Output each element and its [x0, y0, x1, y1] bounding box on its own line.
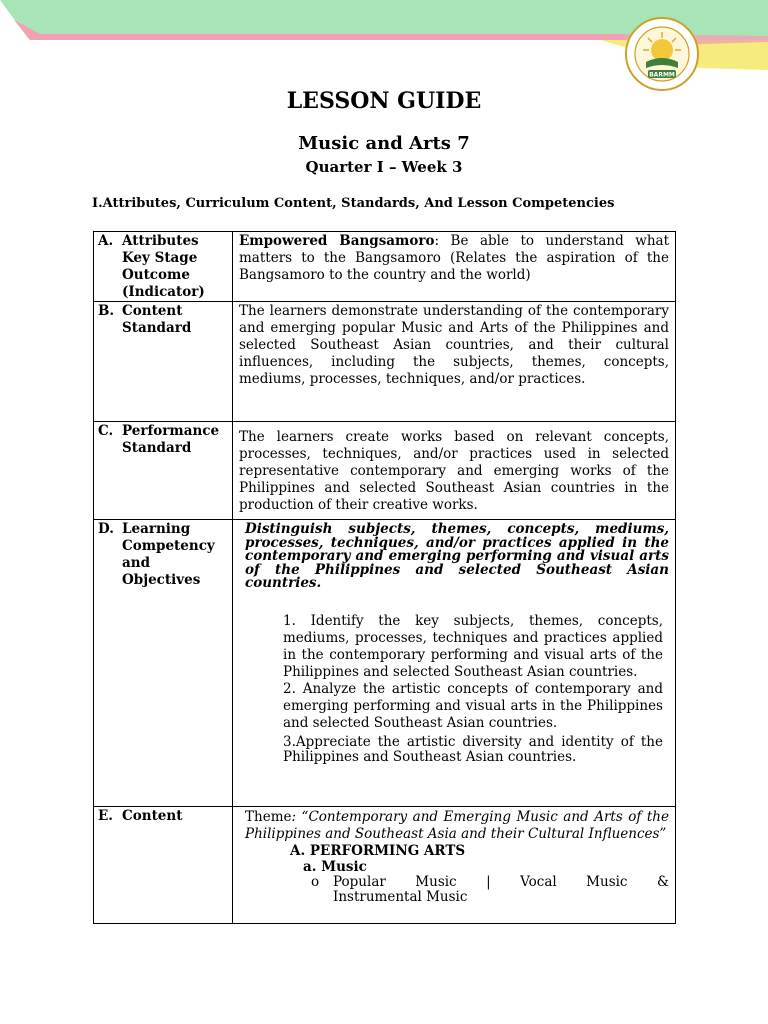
- lesson-guide-table: [93, 231, 676, 924]
- objective-item: [283, 735, 663, 765]
- list-item: [311, 875, 669, 905]
- objective-text: Analyze the artistic concepts of contemporary and emerging performing and visual arts in the Philippines and selected Southeast Asian countries.: [283, 680, 663, 731]
- table-row: [94, 807, 676, 924]
- table-row: [94, 302, 676, 422]
- theme-text: : “Contemporary and Emerging Music and Arts of the Philippines and Southeast Asia and their Cultural Influences”: [245, 809, 669, 842]
- row-label-line: Standard: [122, 320, 192, 336]
- row-label-line: Competency: [122, 538, 215, 554]
- row-label-line: Objectives: [122, 572, 201, 588]
- theme-label: Theme: [245, 809, 292, 825]
- row-letter: B.: [98, 303, 115, 319]
- table-row: [94, 520, 676, 807]
- objective-item: [283, 681, 663, 732]
- row-label-line: Performance: [122, 423, 220, 439]
- row-label-line: Learning: [122, 521, 191, 537]
- row-label-line: Standard: [122, 440, 192, 456]
- row-value-cell: [233, 232, 676, 302]
- barmm-seal-logo: [624, 16, 700, 92]
- objective-number: 2.: [283, 680, 296, 697]
- row-letter: E.: [98, 808, 113, 824]
- row-letter: C.: [98, 423, 114, 439]
- row-label-line: Content: [122, 303, 183, 319]
- content-standard-text: The learners demonstrate understanding of the contemporary and emerging popular Music and Arts of the Philippines and selected Southeast Asian countries, and their cultural influences, including the subjects, themes, concepts, mediums, processes, techniques, and/or practices.: [239, 303, 669, 387]
- row-value-cell: [233, 422, 676, 520]
- row-label-line: Outcome: [122, 267, 190, 283]
- objective-text: Identify the key subjects, themes, concepts, mediums, processes, techniques and practices applied in the contemporary performing and visual arts of the Philippines and selected Southeast Asian countries.: [283, 612, 663, 680]
- row-letter: D.: [98, 521, 114, 537]
- bullet-marker: o: [311, 874, 320, 890]
- music-subheading: a. Music: [303, 859, 367, 875]
- bullet-line: Instrumental Music: [333, 889, 468, 905]
- row-label-line: (Indicator): [122, 284, 205, 300]
- row-label-line: Key Stage: [122, 250, 198, 266]
- row-label-line: Attributes: [122, 233, 199, 249]
- row-label-cell: [94, 232, 233, 302]
- subject-title: Music and Arts 7: [298, 133, 470, 154]
- row-letter: A.: [98, 233, 114, 249]
- bullet-line: Popular Music | Vocal Music &: [333, 874, 669, 890]
- row-value-cell: [233, 302, 676, 422]
- row-label-cell: [94, 302, 233, 422]
- row-label-line: and: [122, 555, 151, 571]
- section-heading: I.Attributes, Curriculum Content, Standards, And Lesson Competencies: [92, 196, 615, 211]
- seal-name-text: BARMM: [649, 71, 675, 79]
- quarter-week: Quarter I – Week 3: [305, 158, 463, 176]
- row-value-cell: [233, 520, 676, 807]
- objective-number: 3.: [283, 733, 296, 750]
- objective-number: 1.: [283, 612, 296, 629]
- row-label-cell: [94, 422, 233, 520]
- performing-arts-heading: A. PERFORMING ARTS: [290, 843, 466, 859]
- performance-standard-text: The learners create works based on relevant concepts, processes, techniques, and/or practices used in selected representative contemporary and emerging works of the Philippines and selected Southeast Asian countries in the production of their creative works.: [239, 429, 669, 513]
- objectives-list: [283, 613, 663, 765]
- attribute-text: : Be able to understand what matters to the Bangsamoro (Relates the aspiration of the Bangsamoro to the country and the world): [239, 233, 669, 283]
- attribute-emphasis: Empowered Bangsamoro: [239, 233, 435, 249]
- objective-item: [283, 613, 663, 681]
- learning-competency-text: Distinguish subjects, themes, concepts, mediums, processes, techniques, and/or practices applied in the contemporary and emerging performing and visual arts of the Philippines and selected Southeast Asian countries.: [245, 521, 669, 591]
- objective-text: Appreciate the artistic diversity and identity of the Philippines and Southeast Asian countries.: [283, 733, 663, 765]
- row-label-cell: [94, 520, 233, 807]
- row-label-cell: [94, 807, 233, 924]
- table-row: [94, 232, 676, 302]
- document-title: LESSON GUIDE: [286, 88, 482, 114]
- table-row: [94, 422, 676, 520]
- row-label-line: Content: [122, 808, 183, 824]
- row-value-cell: [233, 807, 676, 924]
